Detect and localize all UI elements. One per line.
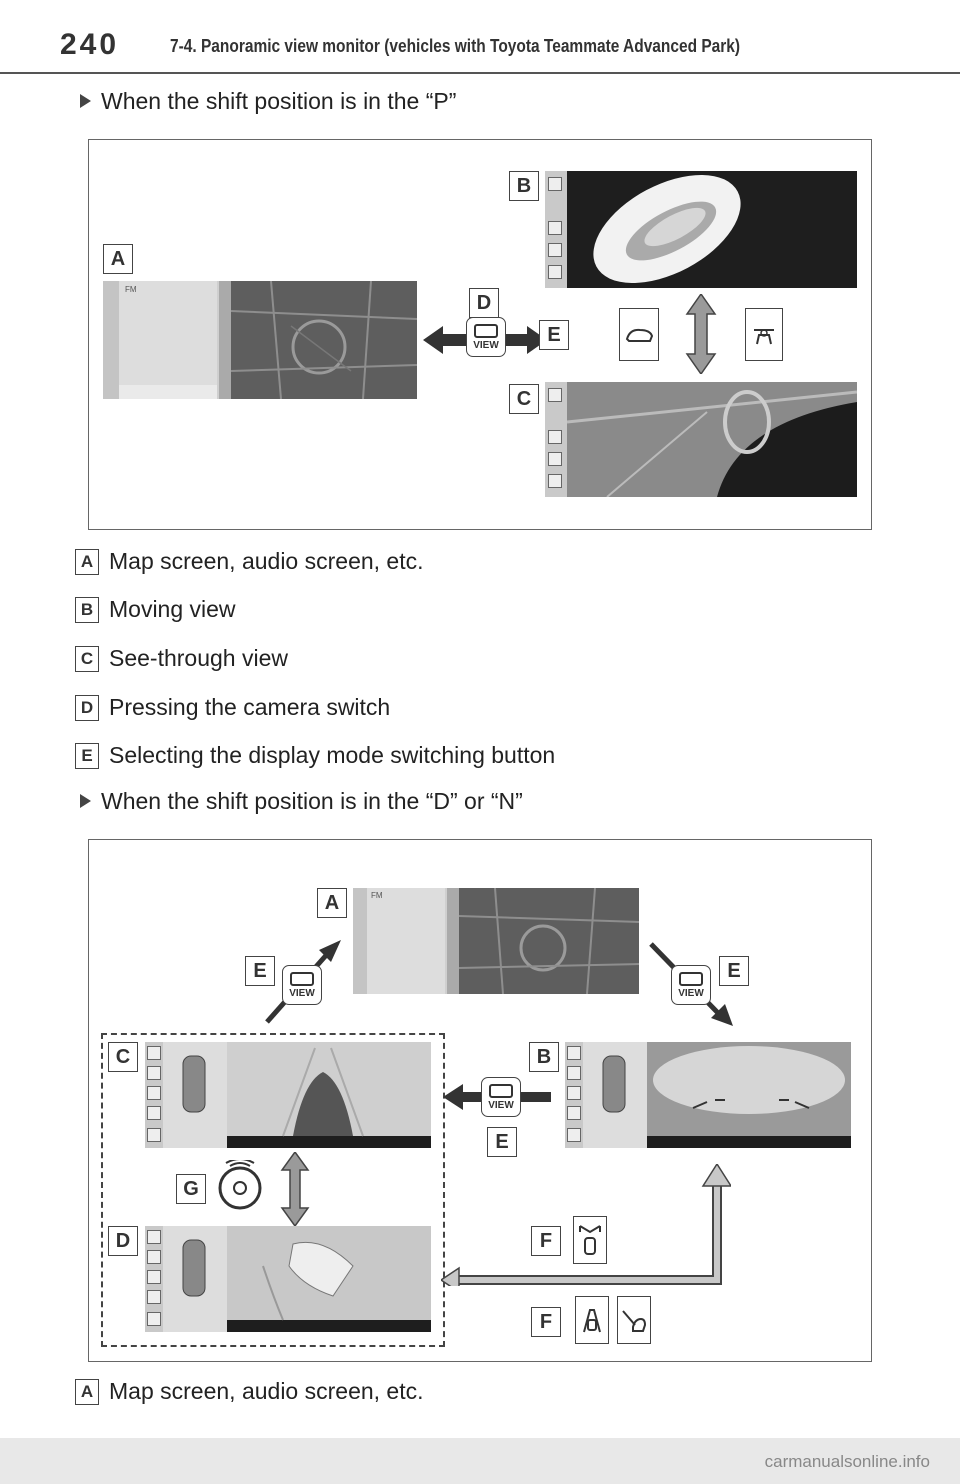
double-arrow-vertical-icon — [685, 294, 717, 374]
camera-view-switch-button[interactable] — [282, 965, 322, 1005]
label-e: E — [245, 956, 275, 986]
bullet-p-position — [80, 88, 456, 115]
map-icon-column — [219, 281, 231, 399]
legend-dn-item-a — [75, 1378, 424, 1405]
page-footer — [0, 1438, 960, 1484]
camera-icon — [489, 1084, 513, 1098]
legend-item-d — [75, 694, 390, 721]
front-wide-car-icon — [578, 1222, 602, 1258]
footer-watermark: carmanualsonline.info — [764, 1452, 930, 1471]
view-button-text: VIEW — [678, 987, 704, 999]
screen-left-icon-strip — [103, 281, 119, 399]
legend-text: See-through view — [109, 645, 288, 671]
moving-view-screen — [545, 171, 857, 288]
park-icon — [548, 243, 562, 257]
legend-text: Pressing the camera switch — [109, 694, 391, 720]
map-roads-graphic — [231, 281, 417, 399]
front-car-icon — [580, 1302, 604, 1338]
audio-panel — [367, 888, 445, 994]
legend-text: Map screen, audio screen, etc. — [109, 548, 424, 574]
car-icon — [548, 388, 562, 402]
front-view-icon-strip — [145, 1042, 163, 1148]
bullet-dn-position — [80, 788, 523, 815]
car-icon — [567, 1046, 581, 1060]
panoramic-view-screen — [145, 1226, 431, 1332]
camera-icon — [290, 972, 314, 986]
map-audio-screen — [103, 281, 417, 399]
car-outline-icon — [624, 325, 654, 345]
rear-view-screen — [565, 1042, 851, 1148]
legend-text: Selecting the display mode switching button — [109, 742, 556, 768]
park-icon — [567, 1106, 581, 1120]
label-e: E — [539, 320, 569, 350]
rear-view-icon-strip — [565, 1042, 583, 1148]
moving-view-car-graphic — [567, 171, 857, 288]
camera-mode-icon — [548, 430, 562, 444]
sensor-icon — [147, 1250, 161, 1264]
audio-band-label: FM — [125, 285, 137, 294]
legend-item-e — [75, 742, 555, 769]
legend-text: Moving view — [109, 596, 236, 622]
view-button-text: VIEW — [289, 987, 315, 999]
page-number: 240 — [60, 28, 120, 61]
sensor-icon — [147, 1066, 161, 1080]
panoramic-view-graphic — [163, 1226, 431, 1332]
legend-letter: E — [75, 743, 99, 769]
bullet-p-text: When the shift position is in the “P” — [101, 88, 457, 114]
legend-item-b — [75, 596, 236, 623]
display-mode-see-through-button[interactable] — [745, 308, 783, 361]
display-mode-side-button[interactable] — [617, 1296, 651, 1344]
audio-panel — [119, 281, 217, 399]
label-e: E — [487, 1127, 517, 1157]
car-icon — [147, 1046, 161, 1060]
legend-letter: A — [75, 1379, 99, 1405]
label-c: C — [108, 1042, 138, 1072]
label-f: F — [531, 1226, 561, 1256]
see-through-view-screen — [545, 382, 857, 497]
car-icon — [147, 1230, 161, 1244]
header-divider — [0, 72, 960, 74]
label-f: F — [531, 1307, 561, 1337]
see-through-car-icon — [750, 324, 778, 346]
front-view-graphic — [163, 1042, 431, 1148]
bullet-dn-text: When the shift position is in the “D” or “N” — [101, 788, 523, 814]
settings-icon — [147, 1312, 161, 1326]
legend-letter: B — [75, 597, 99, 623]
label-b: B — [509, 171, 539, 201]
rear-view-graphic — [583, 1042, 851, 1148]
label-a: A — [103, 244, 133, 274]
view-button-text: VIEW — [488, 1099, 514, 1111]
audio-band-label: FM — [371, 891, 383, 900]
legend-letter: D — [75, 695, 99, 721]
legend-item-a — [75, 548, 424, 575]
see-through-icon-strip — [545, 382, 567, 497]
view-button-text: VIEW — [473, 339, 499, 351]
settings-icon — [567, 1128, 581, 1142]
steering-switch[interactable] — [215, 1158, 265, 1214]
label-d: D — [108, 1226, 138, 1256]
camera-icon — [474, 324, 498, 338]
figure-p-position — [88, 139, 872, 530]
label-b: B — [529, 1042, 559, 1072]
bullet-triangle-icon — [80, 794, 91, 808]
camera-mode-icon — [147, 1270, 161, 1284]
display-mode-moving-button[interactable] — [619, 308, 659, 361]
camera-mode-icon — [147, 1086, 161, 1100]
settings-icon — [548, 265, 562, 279]
front-view-screen — [145, 1042, 431, 1148]
camera-mode-icon — [548, 221, 562, 235]
audio-footer — [119, 385, 217, 399]
label-d: D — [469, 288, 499, 318]
label-c: C — [509, 384, 539, 414]
screen-left-icon-strip — [353, 888, 367, 994]
panoramic-view-icon-strip — [145, 1226, 163, 1332]
label-e: E — [719, 956, 749, 986]
map-audio-screen — [353, 888, 639, 994]
car-icon — [548, 177, 562, 191]
sensor-icon — [567, 1066, 581, 1080]
double-arrow-vertical-icon — [280, 1152, 310, 1226]
park-icon — [548, 452, 562, 466]
settings-icon — [548, 474, 562, 488]
legend-text: Map screen, audio screen, etc. — [109, 1378, 424, 1404]
legend-letter: C — [75, 646, 99, 672]
side-car-icon — [621, 1305, 647, 1335]
section-title: 7-4. Panoramic view monitor (vehicles with Toyota Teammate Advanced Park) — [170, 36, 741, 56]
display-mode-wide-button[interactable] — [573, 1216, 607, 1264]
legend-letter: A — [75, 549, 99, 575]
bullet-triangle-icon — [80, 94, 91, 108]
label-a: A — [317, 888, 347, 918]
camera-view-switch-button[interactable] — [481, 1077, 521, 1117]
legend-item-c — [75, 645, 288, 672]
camera-mode-icon — [567, 1086, 581, 1100]
camera-icon — [679, 972, 703, 986]
figure-dn-position — [88, 839, 872, 1362]
map-area — [459, 888, 639, 994]
map-area — [231, 281, 417, 399]
map-roads-graphic — [459, 888, 639, 994]
page-header — [0, 0, 960, 74]
park-icon — [147, 1290, 161, 1304]
settings-icon — [147, 1128, 161, 1142]
camera-view-switch-button[interactable] — [671, 965, 711, 1005]
see-through-road-graphic — [567, 382, 857, 497]
label-g: G — [176, 1174, 206, 1204]
camera-view-switch-button[interactable] — [466, 317, 506, 357]
steering-wheel-icon — [216, 1160, 264, 1212]
display-mode-front-button[interactable] — [575, 1296, 609, 1344]
map-icon-column — [447, 888, 459, 994]
park-icon — [147, 1106, 161, 1120]
moving-view-icon-strip — [545, 171, 567, 288]
